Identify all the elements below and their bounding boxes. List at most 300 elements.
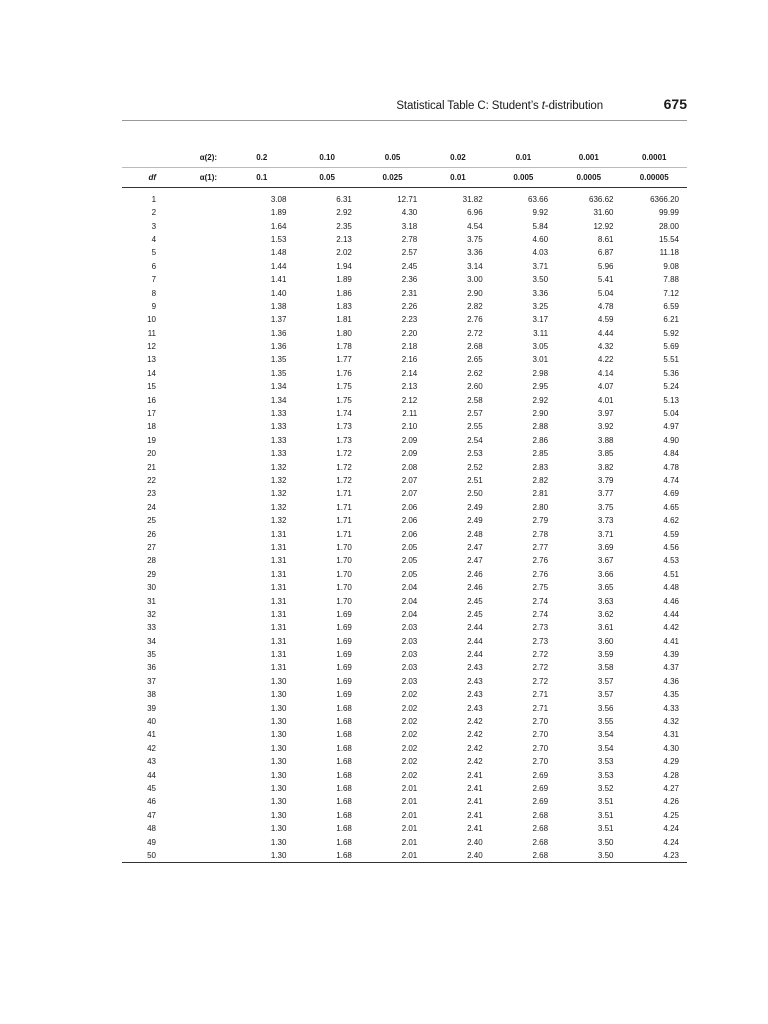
df-cell: 32 xyxy=(147,609,157,619)
critical-value-cell: 1.71 xyxy=(336,489,352,499)
critical-value-cell: 2.42 xyxy=(467,757,483,767)
critical-value-cell: 1.31 xyxy=(270,663,287,673)
critical-value-cell: 2.72 xyxy=(532,676,549,686)
table-row xyxy=(122,581,687,594)
alpha2-value: 0.001 xyxy=(578,153,599,162)
table-row xyxy=(122,434,687,447)
critical-value-cell: 2.70 xyxy=(532,743,549,753)
critical-value-cell: 2.82 xyxy=(532,476,549,485)
running-title-suffix: -distribution xyxy=(544,100,603,112)
critical-value-cell: 1.68 xyxy=(336,824,352,834)
critical-value-cell: 4.78 xyxy=(663,462,679,472)
critical-value-cell: 3.50 xyxy=(556,849,621,863)
table-row xyxy=(122,527,687,540)
header-rule xyxy=(122,120,687,121)
spacer-cell xyxy=(162,273,229,286)
critical-value-cell: 1.32 xyxy=(270,476,287,485)
spacer-cell xyxy=(162,675,229,688)
critical-value-cell: 1.94 xyxy=(336,261,352,271)
critical-value-cell: 3.17 xyxy=(532,315,549,325)
critical-value-cell: 4.74 xyxy=(663,476,679,485)
critical-value-cell: 2.45 xyxy=(401,261,418,271)
critical-value-cell: 4.29 xyxy=(663,757,679,767)
critical-value-cell: 4.01 xyxy=(597,395,614,405)
critical-value-cell: 4.07 xyxy=(597,382,614,392)
critical-value-cell: 1.68 xyxy=(336,810,352,820)
critical-value-cell: 1.37 xyxy=(270,315,287,325)
df-cell: 8 xyxy=(151,288,157,298)
critical-value-cell: 2.43 xyxy=(467,676,483,686)
alpha1-value: 0.0005 xyxy=(556,168,621,188)
df-cell: 27 xyxy=(147,542,157,552)
critical-value-cell: 8.61 xyxy=(597,234,614,244)
critical-value-cell: 5.13 xyxy=(663,395,679,405)
critical-value-cell: 1.31 xyxy=(270,542,287,552)
critical-value-cell: 2.73 xyxy=(532,636,549,646)
critical-value-cell: 6366.20 xyxy=(650,194,679,204)
critical-value-cell: 4.32 xyxy=(597,342,614,352)
critical-value-cell: 2.02 xyxy=(401,717,418,727)
critical-value-cell: 3.88 xyxy=(597,435,614,445)
spacer-cell xyxy=(162,849,229,863)
table-row xyxy=(122,782,687,795)
critical-value-cell: 1.30 xyxy=(270,797,287,807)
critical-value-cell: 1.71 xyxy=(336,502,352,512)
df-cell: 34 xyxy=(147,636,157,646)
spacer-cell xyxy=(162,487,229,500)
page-number: 675 xyxy=(663,96,687,112)
critical-value-cell: 1.78 xyxy=(336,342,352,352)
critical-value-cell: 2.74 xyxy=(532,596,549,606)
critical-value-cell: 5.36 xyxy=(663,368,679,378)
spacer-cell xyxy=(162,782,229,795)
critical-value-cell: 2.01 xyxy=(401,824,418,834)
critical-value-cell: 2.50 xyxy=(467,489,483,499)
table-row xyxy=(122,407,687,420)
table-row xyxy=(122,327,687,340)
alpha1-value: 0.00005 xyxy=(621,168,687,188)
df-cell: 12 xyxy=(147,342,157,352)
df-cell: 39 xyxy=(147,703,157,713)
spacer-cell xyxy=(162,822,229,835)
critical-value-cell: 4.23 xyxy=(621,849,687,863)
df-cell: 36 xyxy=(147,663,157,673)
critical-value-cell: 4.33 xyxy=(663,703,679,713)
df-cell: 35 xyxy=(147,650,157,660)
critical-value-cell: 3.25 xyxy=(532,301,549,311)
critical-value-cell: 3.56 xyxy=(597,703,614,713)
table-row xyxy=(122,514,687,527)
critical-value-cell: 4.62 xyxy=(663,516,679,526)
critical-value-cell: 1.30 xyxy=(270,770,287,780)
critical-value-cell: 2.43 xyxy=(467,703,483,713)
critical-value-cell: 1.83 xyxy=(336,301,352,311)
critical-value-cell: 2.78 xyxy=(401,234,418,244)
critical-value-cell: 1.31 xyxy=(270,556,287,566)
critical-value-cell: 4.24 xyxy=(663,837,679,847)
alpha2-value: 0.0001 xyxy=(642,153,667,162)
critical-value-cell: 2.02 xyxy=(401,743,418,753)
critical-value-cell: 1.31 xyxy=(270,596,287,606)
table-row xyxy=(122,608,687,621)
critical-value-cell: 1.30 xyxy=(270,717,287,727)
critical-value-cell: 2.70 xyxy=(532,757,549,767)
critical-value-cell: 1.69 xyxy=(336,690,352,700)
critical-value-cell: 4.28 xyxy=(663,770,679,780)
critical-value-cell: 1.70 xyxy=(336,596,352,606)
critical-value-cell: 3.69 xyxy=(597,542,614,552)
df-header: df xyxy=(122,168,162,188)
critical-value-cell: 2.03 xyxy=(401,650,418,660)
critical-value-cell: 2.58 xyxy=(467,395,483,405)
critical-value-cell: 2.06 xyxy=(401,502,418,512)
spacer-cell xyxy=(162,313,229,326)
critical-value-cell: 2.02 xyxy=(401,757,418,767)
table-row xyxy=(122,554,687,567)
alpha2-value: 0.01 xyxy=(515,153,532,162)
critical-value-cell: 4.78 xyxy=(597,301,614,311)
critical-value-cell: 1.70 xyxy=(336,569,352,579)
critical-value-cell: 1.33 xyxy=(270,409,287,419)
spacer-cell xyxy=(162,527,229,540)
spacer-cell xyxy=(162,407,229,420)
alpha1-value: 0.01 xyxy=(425,168,490,188)
critical-value-cell: 6.21 xyxy=(663,315,679,325)
critical-value-cell: 2.46 xyxy=(467,583,483,593)
critical-value-cell: 2.72 xyxy=(467,328,483,338)
critical-value-cell: 1.75 xyxy=(336,382,352,392)
critical-value-cell: 5.96 xyxy=(597,261,614,271)
critical-value-cell: 2.69 xyxy=(532,783,549,793)
spacer-cell xyxy=(162,420,229,433)
critical-value-cell: 2.48 xyxy=(467,529,483,539)
critical-value-cell: 2.47 xyxy=(467,556,483,566)
critical-value-cell: 2.08 xyxy=(401,462,418,472)
critical-value-cell: 1.72 xyxy=(336,476,352,485)
critical-value-cell: 6.31 xyxy=(336,194,352,204)
critical-value-cell: 2.90 xyxy=(467,288,483,298)
critical-value-cell: 2.76 xyxy=(467,315,483,325)
critical-value-cell: 1.40 xyxy=(270,288,287,298)
critical-value-cell: 2.98 xyxy=(532,368,549,378)
critical-value-cell: 1.68 xyxy=(294,849,359,863)
spacer-cell xyxy=(162,768,229,781)
critical-value-cell: 3.60 xyxy=(597,636,614,646)
df-cell: 14 xyxy=(147,368,157,378)
critical-value-cell: 2.95 xyxy=(532,382,549,392)
table-row xyxy=(122,447,687,460)
df-cell: 15 xyxy=(147,382,157,392)
critical-value-cell: 2.41 xyxy=(467,810,483,820)
df-cell: 29 xyxy=(147,569,157,579)
critical-value-cell: 4.25 xyxy=(663,810,679,820)
critical-value-cell: 2.72 xyxy=(532,663,549,673)
critical-value-cell: 4.36 xyxy=(663,676,679,686)
critical-value-cell: 5.92 xyxy=(663,328,679,338)
critical-value-cell: 4.03 xyxy=(532,248,549,258)
alpha2-value: 0.10 xyxy=(319,153,335,162)
critical-value-cell: 4.59 xyxy=(663,529,679,539)
critical-value-cell: 1.36 xyxy=(270,342,287,352)
critical-value-cell: 2.41 xyxy=(467,770,483,780)
critical-value-cell: 2.69 xyxy=(532,770,549,780)
spacer-cell xyxy=(162,635,229,648)
critical-value-cell: 2.10 xyxy=(401,422,418,432)
critical-value-cell: 1.34 xyxy=(270,395,287,405)
df-cell: 47 xyxy=(147,810,157,820)
critical-value-cell: 3.54 xyxy=(597,743,614,753)
table-row xyxy=(122,273,687,286)
critical-value-cell: 5.04 xyxy=(663,409,679,419)
critical-value-cell: 2.01 xyxy=(401,810,418,820)
critical-value-cell: 2.80 xyxy=(532,502,549,512)
critical-value-cell: 3.71 xyxy=(597,529,614,539)
critical-value-cell: 2.07 xyxy=(401,489,418,499)
table-body xyxy=(122,188,687,863)
critical-value-cell: 2.02 xyxy=(401,703,418,713)
spacer-cell xyxy=(162,541,229,554)
critical-value-cell: 2.02 xyxy=(401,770,418,780)
table-row xyxy=(122,688,687,701)
spacer-cell xyxy=(162,460,229,473)
critical-value-cell: 2.45 xyxy=(467,609,483,619)
critical-value-cell: 1.89 xyxy=(336,275,352,285)
critical-value-cell: 2.85 xyxy=(532,449,549,459)
critical-value-cell: 2.40 xyxy=(467,837,483,847)
critical-value-cell: 1.53 xyxy=(270,234,287,244)
critical-value-cell: 1.31 xyxy=(270,529,287,539)
df-cell: 24 xyxy=(147,502,157,512)
spacer-cell xyxy=(162,701,229,714)
critical-value-cell: 5.24 xyxy=(663,382,679,392)
critical-value-cell: 1.73 xyxy=(336,435,352,445)
critical-value-cell: 1.72 xyxy=(336,462,352,472)
spacer-cell xyxy=(162,755,229,768)
df-cell: 17 xyxy=(147,409,157,419)
table-row xyxy=(122,755,687,768)
critical-value-cell: 1.70 xyxy=(336,542,352,552)
spacer-cell xyxy=(162,608,229,621)
critical-value-cell: 2.14 xyxy=(401,368,418,378)
critical-value-cell: 3.51 xyxy=(597,810,614,820)
critical-value-cell: 1.30 xyxy=(229,849,294,863)
df-cell: 46 xyxy=(147,797,157,807)
critical-value-cell: 6.87 xyxy=(597,248,614,258)
critical-value-cell: 2.49 xyxy=(467,502,483,512)
spacer-cell xyxy=(162,594,229,607)
critical-value-cell: 2.68 xyxy=(532,810,549,820)
critical-value-cell: 5.04 xyxy=(597,288,614,298)
critical-value-cell: 3.65 xyxy=(597,583,614,593)
critical-value-cell: 2.69 xyxy=(532,797,549,807)
critical-value-cell: 2.03 xyxy=(401,676,418,686)
df-cell: 45 xyxy=(147,783,157,793)
critical-value-cell: 3.67 xyxy=(597,556,614,566)
critical-value-cell: 4.24 xyxy=(663,824,679,834)
critical-value-cell: 2.78 xyxy=(532,529,549,539)
critical-value-cell: 2.42 xyxy=(467,730,483,740)
spacer-cell xyxy=(162,233,229,246)
critical-value-cell: 1.68 xyxy=(336,783,352,793)
critical-value-cell: 9.08 xyxy=(663,261,679,271)
critical-value-cell: 6.59 xyxy=(663,301,679,311)
critical-value-cell: 1.80 xyxy=(336,328,352,338)
critical-value-cell: 4.41 xyxy=(663,636,679,646)
df-cell: 28 xyxy=(147,556,157,566)
critical-value-cell: 2.35 xyxy=(336,221,352,231)
running-title-prefix: Statistical Table C: Student’s xyxy=(396,100,542,112)
spacer-cell xyxy=(162,835,229,848)
running-title xyxy=(396,100,603,112)
critical-value-cell: 2.52 xyxy=(467,462,483,472)
critical-value-cell: 12.71 xyxy=(397,194,418,204)
critical-value-cell: 3.75 xyxy=(467,234,483,244)
critical-value-cell: 4.97 xyxy=(663,422,679,432)
table-row xyxy=(122,795,687,808)
table-row xyxy=(122,380,687,393)
critical-value-cell: 1.32 xyxy=(270,516,287,526)
table-row xyxy=(122,460,687,473)
critical-value-cell: 2.07 xyxy=(401,476,418,485)
df-cell: 43 xyxy=(147,757,157,767)
critical-value-cell: 2.92 xyxy=(532,395,549,405)
critical-value-cell: 2.62 xyxy=(467,368,483,378)
spacer-cell xyxy=(162,661,229,674)
critical-value-cell: 1.68 xyxy=(336,730,352,740)
critical-value-cell: 4.27 xyxy=(663,783,679,793)
critical-value-cell: 3.79 xyxy=(597,476,614,485)
critical-value-cell: 1.44 xyxy=(270,261,287,271)
df-cell: 40 xyxy=(147,717,157,727)
spacer-cell xyxy=(162,300,229,313)
critical-value-cell: 3.66 xyxy=(597,569,614,579)
table-row xyxy=(122,835,687,848)
critical-value-cell: 3.50 xyxy=(532,275,549,285)
critical-value-cell: 2.05 xyxy=(401,556,418,566)
table-row xyxy=(122,260,687,273)
critical-value-cell: 5.69 xyxy=(663,342,679,352)
table-row xyxy=(122,313,687,326)
critical-value-cell: 2.44 xyxy=(467,650,483,660)
critical-value-cell: 2.06 xyxy=(401,529,418,539)
critical-value-cell: 1.69 xyxy=(336,676,352,686)
critical-value-cell: 2.60 xyxy=(467,382,483,392)
spacer-cell xyxy=(162,728,229,741)
critical-value-cell: 1.68 xyxy=(336,717,352,727)
df-cell: 9 xyxy=(151,301,157,311)
table-row xyxy=(122,300,687,313)
table-row xyxy=(122,715,687,728)
critical-value-cell: 1.36 xyxy=(270,328,287,338)
critical-value-cell: 3.11 xyxy=(533,328,549,338)
spacer-cell xyxy=(162,353,229,366)
critical-value-cell: 2.04 xyxy=(401,596,418,606)
critical-value-cell: 2.18 xyxy=(401,342,418,352)
critical-value-cell: 3.53 xyxy=(597,770,614,780)
critical-value-cell: 12.92 xyxy=(593,221,614,231)
df-cell: 2 xyxy=(151,208,157,218)
critical-value-cell: 5.51 xyxy=(663,355,679,365)
critical-value-cell: 1.32 xyxy=(270,489,287,499)
df-cell: 25 xyxy=(147,516,157,526)
spacer-cell xyxy=(162,501,229,514)
df-cell: 7 xyxy=(151,275,157,285)
spacer-cell xyxy=(162,514,229,527)
critical-value-cell: 1.70 xyxy=(336,556,352,566)
alpha2-label: α(2): xyxy=(199,153,218,162)
alpha2-value: 0.02 xyxy=(450,153,466,162)
critical-value-cell: 2.04 xyxy=(401,583,418,593)
spacer-cell xyxy=(162,434,229,447)
critical-value-cell: 3.85 xyxy=(597,449,614,459)
spacer-cell xyxy=(162,554,229,567)
critical-value-cell: 4.56 xyxy=(663,542,679,552)
table-row xyxy=(122,246,687,259)
critical-value-cell: 3.57 xyxy=(597,676,614,686)
critical-value-cell: 1.68 xyxy=(336,743,352,753)
critical-value-cell: 3.52 xyxy=(597,783,614,793)
table-row xyxy=(122,661,687,674)
critical-value-cell: 1.86 xyxy=(336,288,352,298)
df-cell: 4 xyxy=(151,234,157,244)
critical-value-cell: 3.75 xyxy=(597,502,614,512)
critical-value-cell: 2.76 xyxy=(532,556,549,566)
critical-value-cell: 4.31 xyxy=(663,730,679,740)
table-row xyxy=(122,635,687,648)
table-row xyxy=(122,541,687,554)
table-row xyxy=(122,501,687,514)
table-row xyxy=(122,474,687,487)
critical-value-cell: 5.41 xyxy=(597,275,614,285)
critical-value-cell: 2.47 xyxy=(467,542,483,552)
critical-value-cell: 2.04 xyxy=(401,609,418,619)
critical-value-cell: 2.12 xyxy=(401,395,418,405)
spacer-cell xyxy=(162,648,229,661)
critical-value-cell: 1.73 xyxy=(336,422,352,432)
critical-value-cell: 1.76 xyxy=(336,368,352,378)
critical-value-cell: 2.43 xyxy=(467,663,483,673)
running-title-italic: t xyxy=(541,100,545,112)
critical-value-cell: 3.58 xyxy=(597,663,614,673)
critical-value-cell: 1.69 xyxy=(336,623,352,633)
critical-value-cell: 2.75 xyxy=(532,583,549,593)
critical-value-cell: 2.05 xyxy=(401,569,418,579)
df-cell: 1 xyxy=(151,194,157,204)
critical-value-cell: 1.32 xyxy=(270,462,287,472)
critical-value-cell: 4.59 xyxy=(597,315,614,325)
spacer-cell xyxy=(162,474,229,487)
critical-value-cell: 3.55 xyxy=(597,717,614,727)
spacer-cell xyxy=(162,367,229,380)
critical-value-cell: 2.03 xyxy=(401,623,418,633)
critical-value-cell: 2.01 xyxy=(401,783,418,793)
critical-value-cell: 1.30 xyxy=(270,676,287,686)
alpha2-value: 0.2 xyxy=(256,153,268,162)
table-row xyxy=(122,188,687,207)
critical-value-cell: 1.30 xyxy=(270,824,287,834)
df-cell: 26 xyxy=(147,529,157,539)
df-cell: 50 xyxy=(122,849,162,863)
df-cell: 16 xyxy=(147,395,157,405)
table-row xyxy=(122,353,687,366)
df-cell: 37 xyxy=(147,676,157,686)
critical-value-cell: 2.53 xyxy=(467,449,483,459)
critical-value-cell: 2.79 xyxy=(532,516,549,526)
critical-value-cell: 1.68 xyxy=(336,770,352,780)
df-cell: 33 xyxy=(147,623,157,633)
critical-value-cell: 1.30 xyxy=(270,783,287,793)
critical-value-cell: 2.68 xyxy=(491,849,556,863)
